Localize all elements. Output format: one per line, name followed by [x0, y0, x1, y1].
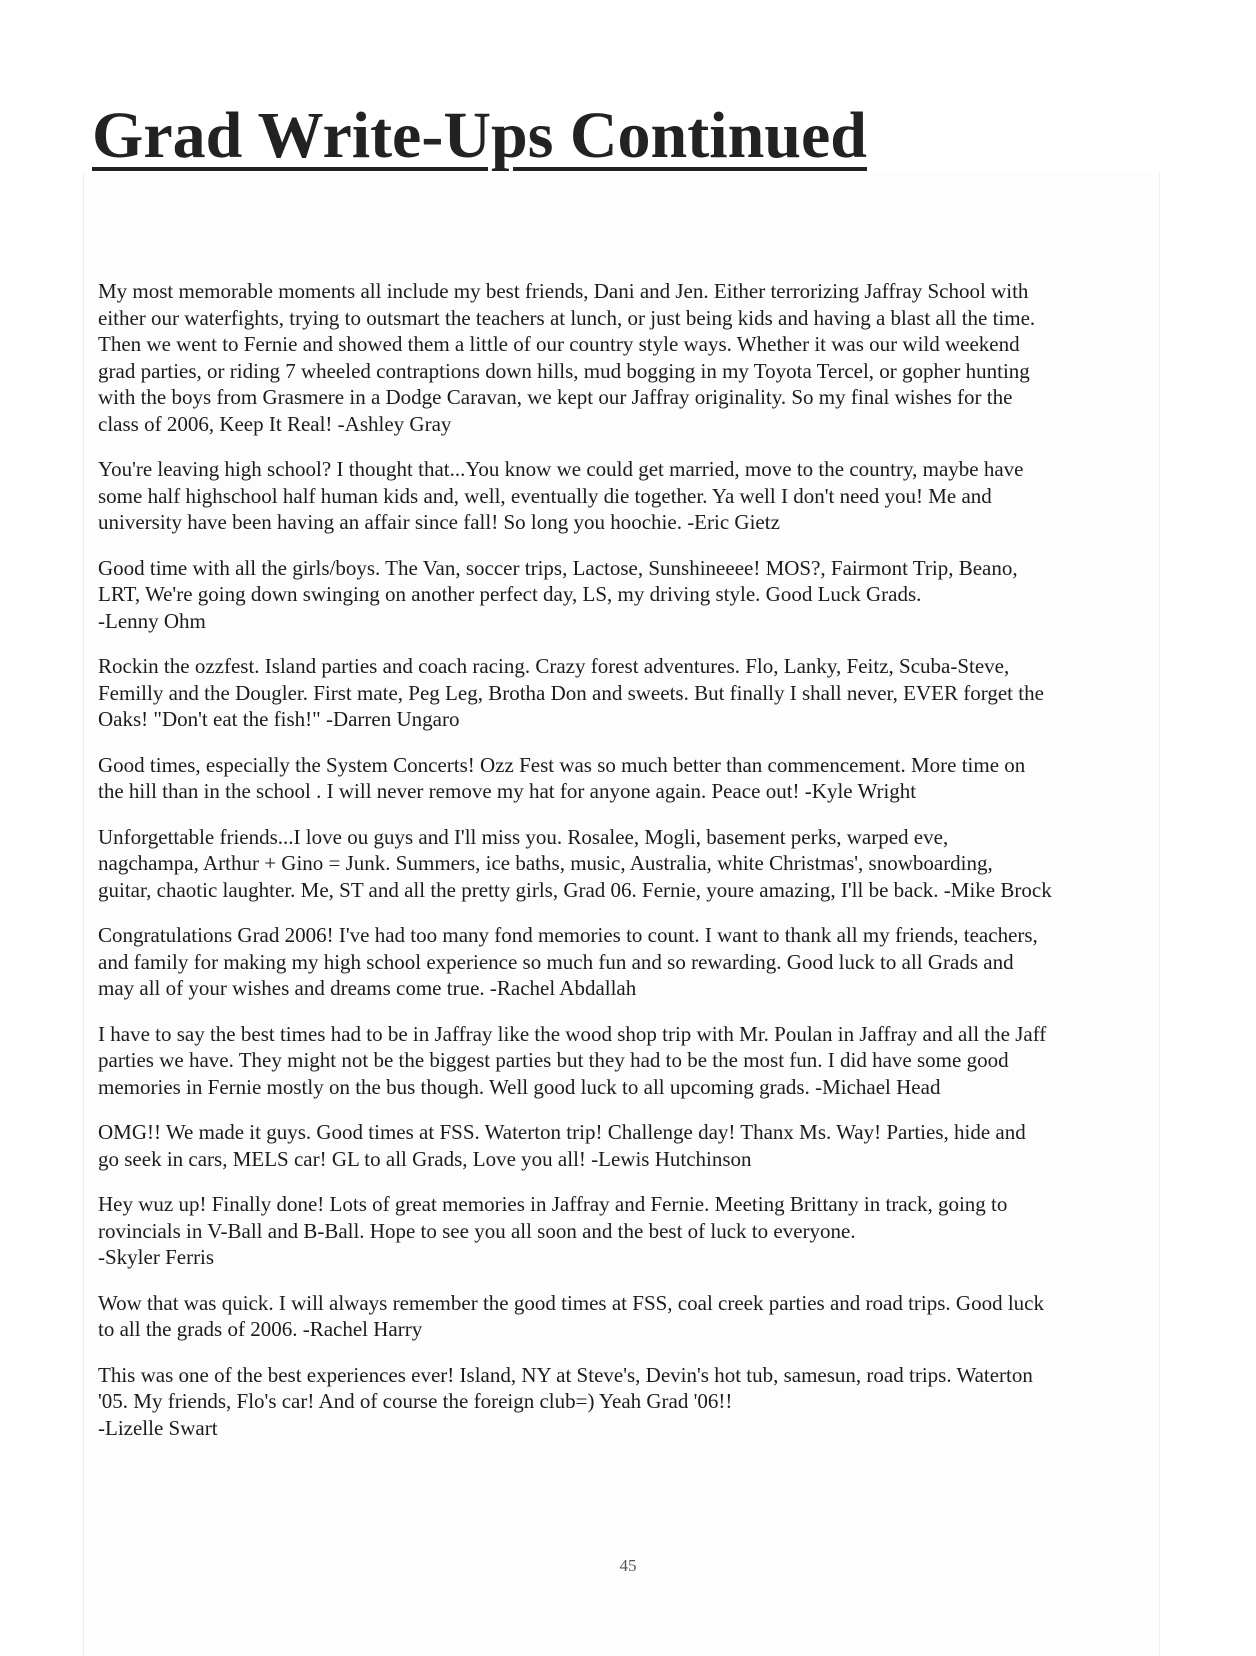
writeup-line: and family for making my high school experience so much fun and so rewarding. Good luck to all Grads and: [98, 949, 1014, 974]
writeup-line: may all of your wishes and dreams come true. -Rachel Abdallah: [98, 976, 637, 1000]
writeup-line: either our waterfights, trying to outsmart the teachers at lunch, or just being kids and having a blast all the time.: [98, 305, 1036, 330]
writeup-entry: [98, 555, 1160, 635]
writeup-line: Femilly and the Dougler. First mate, Peg Leg, Brotha Don and sweets. But finally I shall never, EVER forget the: [98, 680, 1044, 705]
writeup-line: the hill than in the school . I will never remove my hat for anyone again. Peace out! -Kyle Wright: [98, 779, 917, 803]
writeup-entry: [98, 752, 1160, 805]
writeup-line: Wow that was quick. I will always remember the good times at FSS, coal creek parties and road trips. Good luck: [98, 1290, 1044, 1315]
writeup-line: rovincials in V-Ball and B-Ball. Hope to see you all soon and the best of luck to everyone.: [98, 1218, 856, 1243]
writeup-line: to all the grads of 2006. -Rachel Harry: [98, 1317, 423, 1341]
writeup-line: Congratulations Grad 2006! I've had too many fond memories to count. I want to thank all my friends, teachers,: [98, 923, 1038, 947]
writeup-line: guitar, chaotic laughter. Me, ST and all the pretty girls, Grad 06. Fernie, youre amazing, I'll be back. -Mike Brock: [98, 877, 1052, 902]
writeup-line: Then we went to Fernie and showed them a little of our country style ways. Whether it was our wild weekend: [98, 332, 1020, 356]
writeup-entry: [98, 1362, 1160, 1442]
writeup-line: Good times, especially the System Concerts! Ozz Fest was so much better than commencement. More time on: [98, 752, 1026, 777]
writeup-line: -Skyler Ferris: [98, 1245, 215, 1269]
writeup-entry: [98, 922, 1160, 1002]
writeups-list: [98, 278, 1160, 1460]
writeup-line: university have been having an affair since fall! So long you hoochie. -Eric Gietz: [98, 510, 780, 534]
writeup-entry: [98, 1191, 1160, 1271]
writeup-line: I have to say the best times had to be in Jaffray like the wood shop trip with Mr. Poulan in Jaffray and all the Jaff: [98, 1021, 1047, 1046]
writeup-line: Good time with all the girls/boys. The Van, soccer trips, Lactose, Sunshineeee! MOS?, Fairmont Trip, Beano,: [98, 555, 1018, 580]
writeup-line: go seek in cars, MELS car! GL to all Grads, Love you all! -Lewis Hutchinson: [98, 1146, 752, 1171]
writeup-line: some half highschool half human kids and, well, eventually die together. Ya well I don't need you! Me and: [98, 483, 992, 508]
writeup-line: My most memorable moments all include my best friends, Dani and Jen. Either terrorizing Jaffray School with: [98, 279, 1029, 303]
writeup-line: -Lenny Ohm: [98, 608, 206, 633]
writeup-line: nagchampa, Arthur + Gino = Junk. Summers, ice baths, music, Australia, white Christmas', snowboarding,: [98, 851, 993, 875]
writeup-line: Hey wuz up! Finally done! Lots of great memories in Jaffray and Fernie. Meeting Brittany in track, going to: [98, 1192, 1008, 1216]
writeup-line: parties we have. They might not be the biggest parties but they had to be the most fun. I did have some good: [98, 1048, 1009, 1072]
writeup-entry: [98, 278, 1160, 437]
writeup-entry: [98, 1021, 1160, 1101]
page-number: 45: [619, 1556, 637, 1575]
writeup-line: Oaks! "Don't eat the fish!" -Darren Ungaro: [98, 707, 460, 731]
writeup-entry: [98, 1290, 1160, 1343]
writeup-entry: [98, 824, 1160, 904]
writeup-line: with the boys from Grasmere in a Dodge Caravan, we kept our Jaffray originality. So my final wishes for the: [98, 385, 1013, 409]
writeup-entry: [98, 456, 1160, 536]
writeup-line: LRT, We're going down swinging on another perfect day, LS, my driving style. Good Luck Grads.: [98, 582, 922, 606]
page-title: Grad Write-Ups Continued: [92, 99, 867, 172]
writeup-line: grad parties, or riding 7 wheeled contraptions down hills, mud bogging in my Toyota Tercel, or gopher hunting: [98, 358, 1030, 383]
writeup-line: class of 2006, Keep It Real! -Ashley Gray: [98, 411, 452, 436]
writeup-line: -Lizelle Swart: [98, 1415, 218, 1440]
writeup-line: memories in Fernie mostly on the bus though. Well good luck to all upcoming grads. -Michael Head: [98, 1074, 941, 1099]
writeup-line: Unforgettable friends...I love ou guys and I'll miss you. Rosalee, Mogli, basement perks, warped eve,: [98, 824, 949, 849]
writeup-line: Rockin the ozzfest. Island parties and coach racing. Crazy forest adventures. Flo, Lanky, Feitz, Scuba-Steve,: [98, 654, 1010, 678]
writeup-line: You're leaving high school? I thought that...You know we could get married, move to the country, maybe have: [98, 457, 1024, 481]
writeup-entry: [98, 653, 1160, 733]
writeup-entry: [98, 1119, 1160, 1172]
writeup-line: This was one of the best experiences ever! Island, NY at Steve's, Devin's hot tub, samesun, road trips. Waterton: [98, 1362, 1033, 1387]
writeup-line: OMG!! We made it guys. Good times at FSS. Waterton trip! Challenge day! Thanx Ms. Way! Parties, hide and: [98, 1120, 1026, 1144]
writeup-line: '05. My friends, Flo's car! And of course the foreign club=) Yeah Grad '06!!: [98, 1389, 733, 1413]
